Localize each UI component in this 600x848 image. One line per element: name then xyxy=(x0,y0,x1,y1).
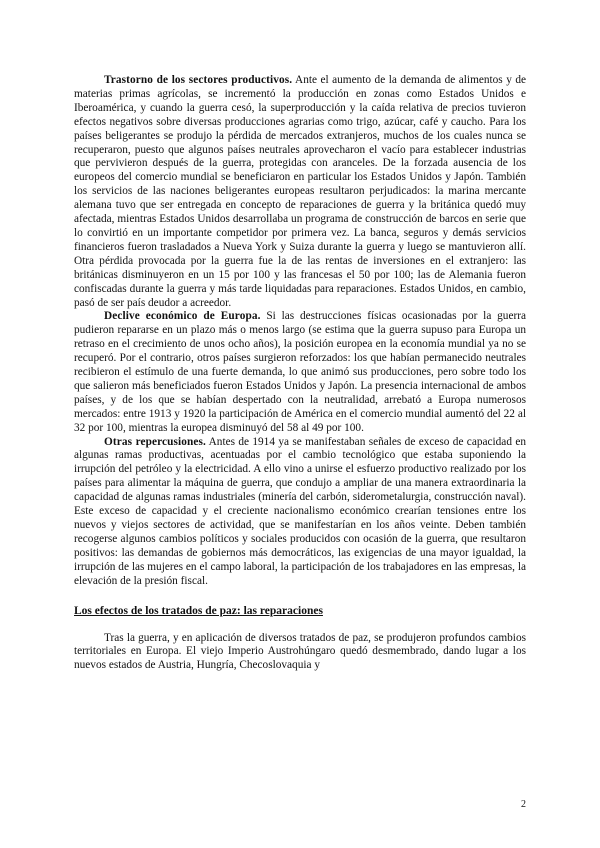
paragraph-declive xyxy=(74,310,526,435)
paragraph-repercusiones xyxy=(74,436,526,589)
paragraph-lead: Declive económico de Europa. xyxy=(104,310,261,323)
section-heading: Los efectos de los tratados de paz: las reparaciones xyxy=(74,604,323,617)
paragraph-lead: Trastorno de los sectores productivos. xyxy=(104,74,293,86)
paragraph-lead: Otras repercusiones. xyxy=(104,435,206,448)
page-number: 2 xyxy=(521,799,526,810)
paragraph-text: Antes de 1914 ya se manifestaban señales de exceso de capacidad en algunas ramas productivas, acentuadas por el cambio tecnológico que estaba suponiendo la irrupción del petróleo y la electricidad. A ello vino a unirse el esfuerzo productivo realizado por los países para alimentar la máquina de guerra, que condujo a ampliar de una manera extraordinaria la capacidad de algunas ramas industriales (minería del carbón, siderometalurgia, construcción naval). Este exceso de capacidad y el creciente nacionalismo económico crearían tensiones entre los nuevos y viejos sectores de actividad, que se manifestarían en los años veinte. Deben también recogerse algunos cambios políticos y sociales producidos con ocasión de la guerra, que resultaron positivos: las demandas de gobiernos más democráticos, las exigencias de una mayor igualdad, la irrupción de las mujeres en el campo laboral, la participación de los trabajadores en las empresas, la elevación de la presión fiscal. xyxy=(74,435,526,587)
paragraph-text: Si las destrucciones físicas ocasionadas por la guerra pudieron repararse en un plazo más o menos largo (se estima que la guerra supuso para Europa un retraso en el crecimiento de unos ocho años), la posición europea en la economía mundial ya no se recuperó. Por el contrario, otros países surgieron reforzados: los que habían permanecido neutrales recibieron el estímulo de una fuerte demanda, lo que animó sus producciones, pero sobre todo los que salieron más beneficiados fueron Estados Unidos y Japón. La presencia internacional de ambos países, y de los que se habían despertado con la neutralidad, arrebató a Europa numerosos mercados: entre 1913 y 1920 la participación de América en el comercio mundial aumentó del 22 al 32 por 100, mientras la europea disminuyó del 58 al 49 por 100. xyxy=(74,310,526,434)
paragraph-tratados: Tras la guerra, y en aplicación de diversos tratados de paz, se produjeron profundos cambios territoriales en Europa. El viejo Imperio Austrohúngaro quedó desmembrado, dando lugar a los nuevos estados de Austria, Hungría, Checoslovaquia y xyxy=(74,631,526,672)
paragraph-text: Ante el aumento de la demanda de alimentos y de materias primas agrícolas, se incrementó la producción en zonas como Estados Unidos e Iberoamérica, y cuando la guerra cesó, la superproducción y la caída relativa de precios tuvieron efectos negativos sobre diversas producciones agrarias como trigo, azúcar, café y caucho. Para los países beligerantes se produjo la pérdida de mercados extranjeros, muchos de los cuales nunca se recuperaron, puesto que algunos países neutrales aprovecharon el vacío para establecer industrias que pervivieron después de la guerra, protegidas con aranceles. De la forzada ausencia de los europeos del comercio mundial se beneficiaron en particular los Estados Unidos y Japón. También los servicios de las naciones beligerantes europeas resultaron perjudicados: la marina mercante alemana tuvo que ser entregada en concepto de reparaciones de guerra y la británica quedó muy afectada, mientras Estados Unidos desarrollaba un programa de construcción de barcos en serie que lo convirtió en un importante competidor por primera vez. La banca, seguros y demás servicios financieros fueron trasladados a Nueva York y Suiza durante la guerra y luego se mantuvieron allí. Otra pérdida provocada por la guerra fue la de las rentas de inversiones en el extranjero: las británicas disminuyeron en un 15 por 100 y las francesas el 50 por 100; las de Alemania fueron confiscadas durante la guerra y más tarde liquidadas para reparaciones. Estados Unidos, en cambio, pasó de ser país deudor a acreedor. xyxy=(74,74,526,309)
paragraph-trastorno xyxy=(74,74,526,310)
